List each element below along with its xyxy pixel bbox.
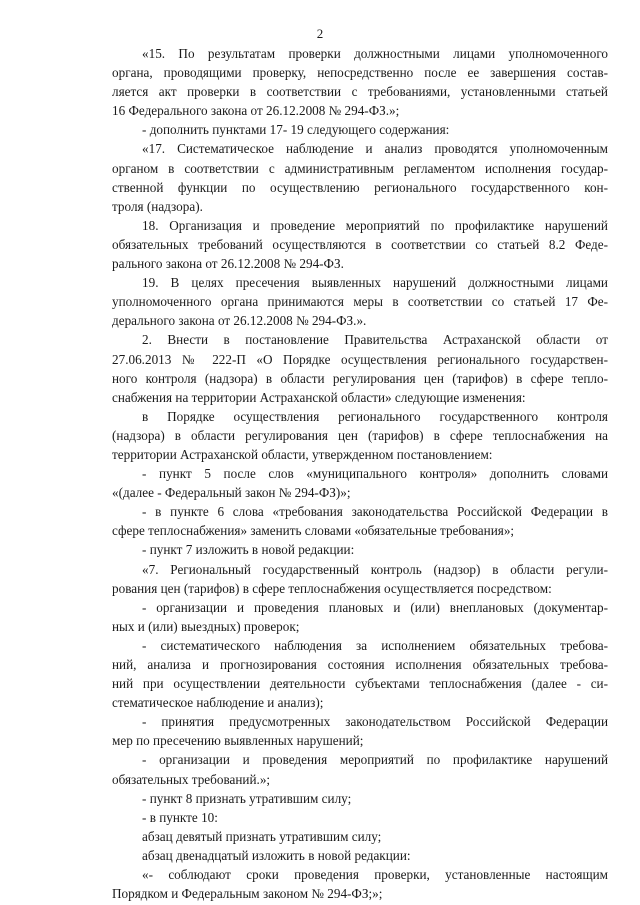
text-line: ний, анализа и прогнозирования состояния исполнения обязательных требова- — [112, 657, 608, 672]
text-line: (надзора) в области регулирования цен (тарифов) в сфере теплоснабжения на — [112, 427, 608, 443]
text-line: стематическое наблюдение и анализ); — [112, 695, 324, 711]
text-line: в Порядке осуществления регионального государственного контроля — [142, 408, 608, 424]
text-line: абзац двенадцатый изложить в новой редакции: — [142, 847, 411, 863]
text-line: снабжения на территории Астраханской области» следующие изменения: — [112, 389, 526, 405]
text-line: абзац девятый признать утратившим силу; — [142, 828, 382, 844]
text-line: территории Астраханской области, утвержденном постановлением: — [112, 446, 493, 462]
text-line: 27.06.2013 № 222-П «О Порядке осуществления регионального государствен- — [112, 351, 608, 367]
text-line: обязательных требований.»; — [112, 771, 271, 787]
text-line: - дополнить пунктами 17- 19 следующего содержания: — [142, 122, 450, 138]
text-line: - организации и проведения мероприятий по профилактике нарушений — [142, 752, 608, 768]
text-line: обязательных требований осуществляются в соответствии со статьей 8.2 Феде- — [112, 236, 608, 252]
text-line: - организации и проведения плановых и (или) внеплановых (документар- — [142, 599, 608, 615]
text-line: 18. Организация и проведение мероприятий по профилактике нарушений — [142, 217, 608, 233]
document-body — [112, 44, 608, 903]
text-line: мер по пресечению выявленных нарушений; — [112, 733, 364, 749]
text-line: троля (надзора). — [112, 198, 203, 214]
text-line: ляется акт проверки в соответствии с требованиями, установленными статьей — [112, 84, 608, 100]
text-line: органа, проводящими проверку, непосредственно после ее завершения состав- — [112, 65, 608, 81]
text-line: дерального закона от 26.12.2008 № 294-ФЗ.». — [112, 313, 367, 329]
text-line: «(далее - Федеральный закон № 294-ФЗ)»; — [112, 485, 351, 501]
text-line: - пункт 7 изложить в новой редакции: — [142, 542, 355, 558]
text-line: 19. В целях пресечения выявленных нарушений должностными лицами — [142, 275, 608, 291]
text-line: ний при осуществлении деятельности субъектами теплоснабжения (далее - си- — [112, 676, 608, 692]
text-line: - пункт 5 после слов «муниципального контроля» дополнить словами — [142, 466, 608, 482]
text-line: - принятия предусмотренных законодательством Российской Федерации — [142, 714, 608, 730]
text-line: рования цен (тарифов) в сфере теплоснабжения осуществляется посредством: — [112, 580, 552, 596]
text-line: уполномоченного органа принимаются меры в соответствии со статьей 17 Фе- — [112, 294, 608, 310]
text-line: сфере теплоснабжения» заменить словами «обязательные требования»; — [112, 523, 515, 539]
text-line: Порядком и Федеральным законом № 294-ФЗ;»; — [112, 886, 383, 902]
text-line: «7. Региональный государственный контроль (надзор) в области регули- — [142, 561, 608, 577]
text-line: - в пункте 6 слова «требования законодательства Российской Федерации в — [142, 504, 608, 520]
text-line: ственной функции по осуществлению регионального государственного кон- — [112, 179, 608, 195]
text-line: - в пункте 10: — [142, 809, 218, 825]
text-line: органом в соответствии с административным регламентом исполнения государ- — [112, 160, 608, 176]
text-line: 2. Внести в постановление Правительства Астраханской области от — [142, 332, 608, 348]
text-line: ных и (или) выездных) проверок; — [112, 618, 300, 634]
text-line: «- соблюдают сроки проведения проверки, установленные настоящим — [142, 867, 608, 883]
text-line: «17. Систематическое наблюдение и анализ проводятся уполномоченным — [142, 141, 608, 157]
page-number: 2 — [316, 26, 324, 41]
text-line: - систематического наблюдения за исполнением обязательных требова- — [142, 637, 608, 653]
text-line: 16 Федерального закона от 26.12.2008 № 294-ФЗ.»; — [112, 103, 400, 119]
text-line: рального закона от 26.12.2008 № 294-ФЗ. — [112, 256, 344, 272]
text-line: - пункт 8 признать утратившим силу; — [142, 790, 352, 806]
text-line: ного контроля (надзора) в области регулирования цен (тарифов) в сфере тепло- — [112, 370, 608, 386]
text-line: «15. По результатам проверки должностными лицами уполномоченного — [142, 46, 608, 61]
